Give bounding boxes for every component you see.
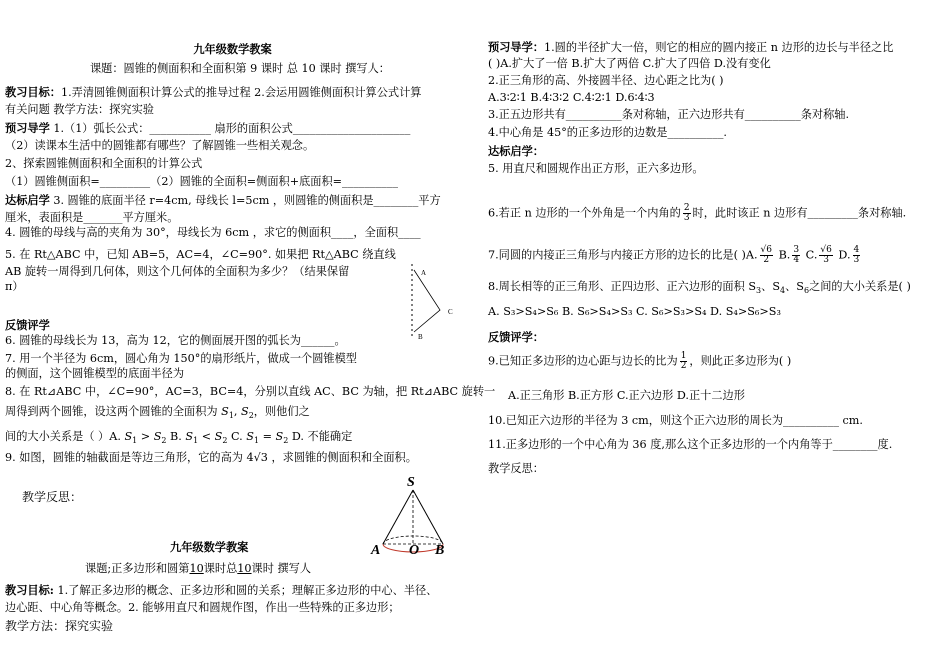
q9-height-value: 4√3: [246, 451, 268, 464]
goal2-line-1: 教习目标: 1.了解正多边形的概念、正多边形和圆的关系；理解正多边形的中心、半径、: [5, 583, 438, 597]
r-reflection: 教学反思：: [488, 462, 544, 475]
triangle-label-b: B: [418, 333, 423, 341]
question-7-line-2: 的侧面，这个圆锥模型的底面半径为: [5, 367, 185, 380]
r-q4: 4.中心角是 45°的正多边形的边数是__________.: [488, 126, 727, 139]
question-6: 6. 圆锥的母线长为 13，高为 12，它的侧面展开图的弧长为______。: [5, 334, 346, 347]
doc2-title: 九年级数学教案: [170, 540, 249, 554]
goal2-line-3: 教学方法：探究实验: [5, 619, 114, 633]
question-5-line-2: AB 旋转一周得到几何体，则这个几何体的全面积为多少？（结果保留: [5, 265, 350, 278]
cone-label-o: O: [409, 543, 420, 558]
r-q8-line-1: 8.周长相等的正三角形、正四边形、正六边形的面积 $S_3$、$S_4$、$S_6$之间的大小关系是( ): [488, 280, 911, 295]
preview-line-2: （2）读课本生活中的圆锥都有哪些？了解圆锥一些相关观念。: [5, 139, 315, 152]
r-q7: 7.同圆的内接正三角形与内接正方形的边长的比是( )A. $\frac{√6}{2}$ B. $\frac{3}{4}$ C. $\frac{√6}{3}$ D. $\frac{4}{3}$: [488, 245, 860, 265]
preview-line-1: 预习导学 1.（1）弧长公式：___________ 扇形的面积公式_____________________: [5, 121, 411, 135]
reach-q3-line-1: 达标启学 3. 圆锥的底面半径 r=4cm, 母线长 l=5cm ，则圆锥的侧面积是________平方: [5, 193, 441, 207]
question-5-line-1: 5. 在 Rt△ABC 中，已知 AB=5，AC=4，∠C=90°. 如果把 Rt△ABC 绕直线: [5, 248, 396, 261]
question-8-line-1: 8. 在 Rt⊿ABC 中，∠C=90°，AC=3，BC=4，分别以直线 AC、BC 为轴，把 Rt⊿ABC 旋转一: [5, 385, 496, 398]
r-q11: 11.正多边形的一个中心角为 36 度,那么这个正多边形的一个内角等于________度.: [488, 438, 893, 451]
question-4: 4. 圆锥的母线与高的夹角为 30°，母线长为 6cm ，求它的侧面积____，全面积____: [5, 226, 421, 239]
r-q3: 3.正五边形共有__________条对称轴，正六边形共有__________条对称轴.: [488, 108, 850, 121]
goal-line-2: 有关问题 教学方法：探究实验: [5, 103, 154, 116]
r-reach-label: 达标启学：: [488, 144, 544, 158]
goal2-line-2: 边心距、中心角等概念。2. 能够用直尺和圆规作图，作出一些特殊的正多边形；: [5, 601, 400, 614]
r-q9-options: A.正三角形 B.正方形 C.正六边形 D.正十二边形: [508, 389, 745, 402]
question-8-line-3: 间的大小关系是（ ）A. $S_1 > S_2$ B. $S_1 < S_2$ C. $S_1 = S_2$ D. 不能确定: [5, 430, 353, 445]
doc1-subtitle: 课题：圆锥的侧面积和全面积第 9 课时 总 10 课时 撰写人：: [89, 62, 390, 75]
cone-label-b: B: [435, 543, 445, 558]
triangle-diagram: [404, 262, 464, 342]
question-9: 9. 如图，圆锥的轴截面是等边三角形，它的高为 4√3 ，求圆锥的侧面积和全面积。: [5, 451, 417, 464]
feedback-label: 反馈评学: [5, 318, 50, 332]
r-q1-line-1: 预习导学：1.圆的半径扩大一倍，则它的相应的圆内接正 n 边形的边长与半径之比: [488, 40, 894, 54]
r-q2-line-2: A.3∶2∶1 B.4∶3∶2 C.4∶2∶1 D.6∶4∶3: [488, 91, 655, 104]
triangle-label-a: A: [421, 269, 427, 277]
cone-label-s: S: [407, 475, 415, 490]
r-q1-line-2: ( )A.扩大了一倍 B.扩大了两倍 C.扩大了四倍 D.没有变化: [488, 57, 771, 70]
r-feedback-label: 反馈评学：: [488, 330, 544, 344]
reflection-1: 教学反思：: [22, 490, 83, 504]
r-q5: 5. 用直尺和圆规作出正方形，正六多边形。: [488, 162, 704, 175]
question-5-line-3: π）: [5, 280, 24, 293]
question-8-line-2: 周得到两个圆锥，设这两个圆锥的全面积为 $S_1$, $S_2$，则他们之: [5, 405, 310, 420]
cone-label-a: A: [371, 543, 381, 558]
right-lesson-plan: [478, 0, 943, 672]
doc1-title: 九年级数学教案: [193, 42, 272, 56]
goal-line-1: 教习目标：1.弄清圆锥侧面积计算公式的推导过程 2.会运用圆锥侧面积计算公式计算: [5, 85, 422, 99]
triangle-label-c: C: [448, 308, 453, 316]
doc2-subtitle: 课题;正多边形和圆第10课时总10课时 撰写人: [85, 562, 312, 575]
r-q9: 9.已知正多边形的边心距与边长的比为 $\frac{1}{2}$ ，则此正多边形为( ): [488, 351, 792, 371]
question-7-line-1: 7. 用一个半径为 6cm，圆心角为 150°的扇形纸片，做成一个圆锥模型: [5, 352, 357, 365]
preview-line-4: （1）圆锥侧面积=_________（2）圆锥的全面积=侧面积+底面积=__________: [5, 175, 398, 188]
r-q2-line-1: 2.正三角形的高、外接圆半径、边心距之比为( ): [488, 74, 724, 87]
r-q10: 10.已知正六边形的半径为 3 cm，则这个正六边形的周长为__________ cm.: [488, 414, 863, 427]
r-q8-options: A. S₃>S₄>S₆ B. S₆>S₄>S₃ C. S₆>S₃>S₄ D. S₄>S₆>S₃: [488, 305, 781, 318]
preview-line-3: 2、探索圆锥侧面积和全面积的计算公式: [5, 157, 203, 170]
reach-q3-line-2: 厘米，表面积是_______平方厘米。: [5, 211, 179, 224]
r-q6: 6.若正 n 边形的一个外角是一个内角的 $\frac{2}{3}$ 时，此时该正 n 边形有_________条对称轴.: [488, 203, 907, 223]
cone-diagram: [365, 470, 465, 560]
